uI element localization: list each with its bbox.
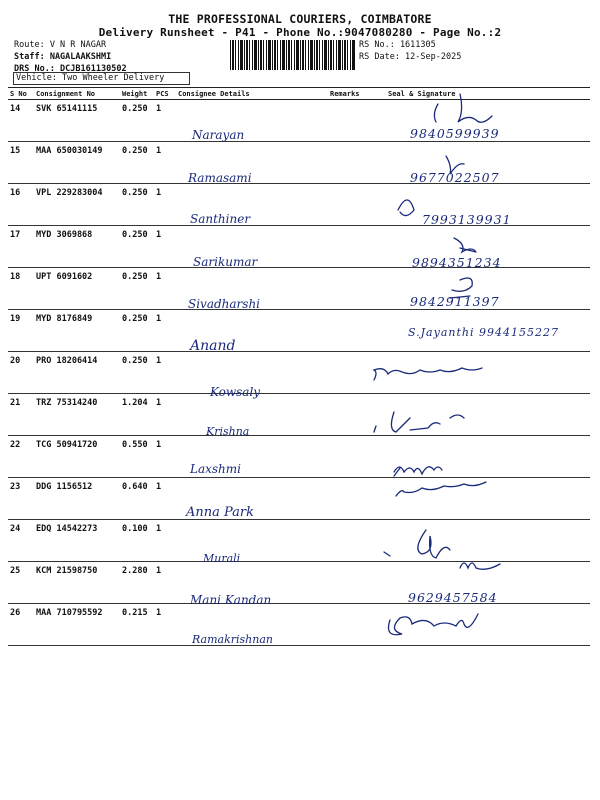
staff: Staff: NAGALAAKSHMI bbox=[14, 52, 112, 62]
signature-16 bbox=[398, 200, 414, 216]
row-consignment-no: SVK 65141115 bbox=[34, 100, 120, 142]
row-sno: 14 bbox=[8, 100, 34, 142]
row-pcs: 1 bbox=[154, 184, 176, 226]
col-sno: S No bbox=[8, 88, 34, 100]
signature-20 bbox=[374, 368, 482, 380]
row-pcs: 1 bbox=[154, 100, 176, 142]
col-consignment: Consignment No bbox=[34, 88, 120, 100]
consignee-signature: Kowsaly bbox=[210, 385, 261, 399]
row-pcs: 1 bbox=[154, 142, 176, 184]
barcode bbox=[230, 40, 356, 70]
phone-handwritten: 7993139931 bbox=[422, 212, 512, 227]
runsheet-subtitle: Delivery Runsheet - P41 - Phone No.:9047080280 - Page No.:2 bbox=[98, 26, 502, 39]
consignee-signature: Sarikumar bbox=[193, 255, 258, 269]
phone-handwritten: 9842911397 bbox=[410, 294, 500, 309]
row-pcs: 1 bbox=[154, 268, 176, 310]
row-sno: 20 bbox=[8, 352, 34, 394]
row-consignment-no: MAA 710795592 bbox=[34, 604, 120, 646]
col-remarks: Remarks bbox=[328, 88, 386, 100]
row-weight: 1.204 bbox=[120, 394, 154, 436]
row-sno: 17 bbox=[8, 226, 34, 268]
row-pcs: 1 bbox=[154, 478, 176, 520]
row-consignment-no: MYD 3069868 bbox=[34, 226, 120, 268]
signature-18 bbox=[450, 278, 472, 298]
row-pcs: 1 bbox=[154, 394, 176, 436]
row-sno: 23 bbox=[8, 478, 34, 520]
row-consignment-no: PRO 18206414 bbox=[34, 352, 120, 394]
row-weight: 0.100 bbox=[120, 520, 154, 562]
consignee-signature: Murali bbox=[203, 552, 241, 565]
consignee-signature: Anand bbox=[190, 338, 236, 354]
row-consignee-details bbox=[176, 520, 328, 562]
signature-15 bbox=[446, 156, 464, 174]
row-consignment-no: EDQ 14542273 bbox=[34, 520, 120, 562]
row-consignment-no: TCG 50941720 bbox=[34, 436, 120, 478]
col-consignee: Consignee Details bbox=[176, 88, 328, 100]
row-sno: 21 bbox=[8, 394, 34, 436]
row-weight: 0.250 bbox=[120, 352, 154, 394]
signature-21 bbox=[374, 412, 464, 432]
row-consignment-no: VPL 229283004 bbox=[34, 184, 120, 226]
consignee-signature: Ramasami bbox=[188, 171, 252, 185]
row-sno: 25 bbox=[8, 562, 34, 604]
consignee-signature: Ramakrishnan bbox=[192, 633, 273, 646]
phone-handwritten: 9894351234 bbox=[412, 255, 502, 270]
row-weight: 0.215 bbox=[120, 604, 154, 646]
row-pcs: 1 bbox=[154, 562, 176, 604]
row-consignment-no: UPT 6091602 bbox=[34, 268, 120, 310]
row-sno: 22 bbox=[8, 436, 34, 478]
consignee-signature: Laxshmi bbox=[190, 462, 241, 476]
company-title: THE PROFESSIONAL COURIERS, COIMBATORE bbox=[168, 12, 432, 26]
row-sno: 16 bbox=[8, 184, 34, 226]
row-weight: 0.250 bbox=[120, 184, 154, 226]
row-sno: 24 bbox=[8, 520, 34, 562]
consignee-signature: Santhiner bbox=[190, 212, 251, 226]
row-consignment-no: KCM 21598750 bbox=[34, 562, 120, 604]
row-sno: 19 bbox=[8, 310, 34, 352]
row-consignee-details bbox=[176, 394, 328, 436]
row-weight: 0.250 bbox=[120, 226, 154, 268]
row-weight: 0.250 bbox=[120, 100, 154, 142]
row-pcs: 1 bbox=[154, 520, 176, 562]
phone-handwritten: 9840599939 bbox=[410, 126, 500, 141]
signature-26 bbox=[389, 614, 479, 635]
rs-number: RS No.: 1611305 bbox=[359, 40, 436, 50]
signature-23 bbox=[396, 482, 486, 496]
row-pcs: 1 bbox=[154, 310, 176, 352]
rs-date: RS Date: 12-Sep-2025 bbox=[359, 52, 462, 62]
signature-17 bbox=[454, 238, 476, 252]
row-pcs: 1 bbox=[154, 604, 176, 646]
row-weight: 0.250 bbox=[120, 142, 154, 184]
row-consignment-no: TRZ 75314240 bbox=[34, 394, 120, 436]
row-pcs: 1 bbox=[154, 226, 176, 268]
row-pcs: 1 bbox=[154, 352, 176, 394]
row-weight: 2.280 bbox=[120, 562, 154, 604]
consignee-signature: Sivadharshi bbox=[188, 297, 261, 311]
row-weight: 0.640 bbox=[120, 478, 154, 520]
vehicle-box: Vehicle: Two Wheeler Delivery bbox=[13, 72, 190, 85]
row-consignment-no: MYD 8176849 bbox=[34, 310, 120, 352]
consignee-signature: Krishna bbox=[206, 425, 250, 438]
phone-handwritten: S.Jayanthi 9944155227 bbox=[408, 326, 559, 339]
col-signature: Seal & Signature bbox=[386, 88, 590, 100]
signature-25 bbox=[460, 563, 500, 569]
row-weight: 0.550 bbox=[120, 436, 154, 478]
signature-22 bbox=[394, 467, 442, 476]
consignee-signature: Mani Kandan bbox=[190, 593, 272, 607]
col-pcs: PCS bbox=[154, 88, 176, 100]
phone-handwritten: 9677022507 bbox=[410, 170, 500, 185]
signature-14 bbox=[434, 94, 492, 122]
signature-scribbles bbox=[370, 90, 590, 650]
col-weight: Weight bbox=[120, 88, 154, 100]
row-sno: 26 bbox=[8, 604, 34, 646]
row-consignment-no: DDG 1156512 bbox=[34, 478, 120, 520]
row-sno: 15 bbox=[8, 142, 34, 184]
row-weight: 0.250 bbox=[120, 310, 154, 352]
drs-number: DRS No.: DCJB161130502 bbox=[14, 64, 127, 74]
consignee-signature: Narayan bbox=[192, 128, 245, 142]
row-pcs: 1 bbox=[154, 436, 176, 478]
signature-24 bbox=[384, 530, 450, 558]
phone-handwritten: 9629457584 bbox=[408, 590, 498, 605]
row-sno: 18 bbox=[8, 268, 34, 310]
row-weight: 0.250 bbox=[120, 268, 154, 310]
consignee-signature: Anna Park bbox=[186, 505, 255, 520]
route: Route: V N R NAGAR bbox=[14, 40, 107, 50]
row-consignment-no: MAA 650030149 bbox=[34, 142, 120, 184]
